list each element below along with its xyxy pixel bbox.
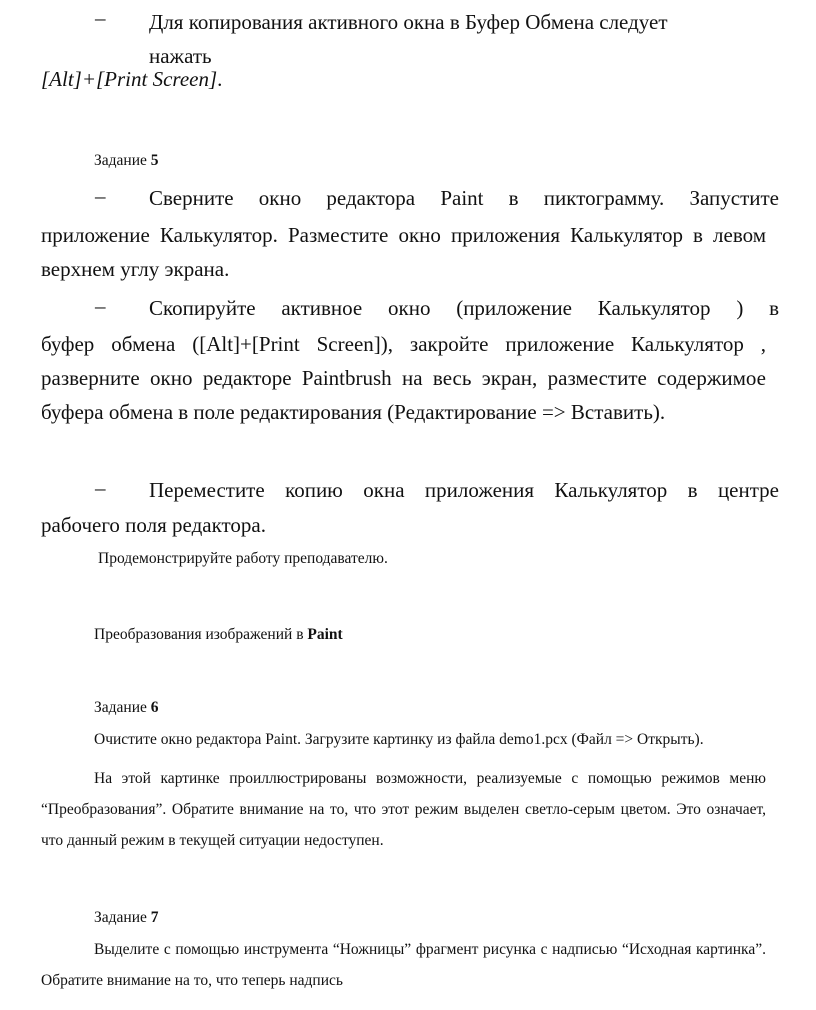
task-5-item-3-line1: Переместите копию окна приложения Калькулятор в центре [149, 478, 779, 502]
key-combination-text: [Alt]+[Print Screen] [41, 67, 218, 91]
list-dash: – [95, 6, 106, 30]
task-7-paragraph: Выделите с помощью инструмента “Ножницы” фрагмент рисунка с надписью “Исходная картинка”. Обратите внимание на то, что теперь надпись [41, 941, 766, 989]
section-title [94, 624, 694, 646]
list-dash: – [95, 476, 106, 500]
section-title-text: Преобразования изображений в [94, 626, 304, 643]
copy-window-instruction [149, 5, 779, 73]
task-6-paragraph: На этой картинке проиллюстрированы возможности, реализуемые с помощью режимов меню “Преобразования”. Обратите внимание на то, что этот режим выделен светло-серым цветом. Это означает, что данный режим в текущей ситуации недоступен. [41, 770, 766, 849]
task-7-heading [94, 907, 694, 929]
task-6-heading [94, 697, 694, 719]
list-dash: – [95, 294, 106, 318]
task-5-item-2-rest: буфер обмена ([Alt]+[Print Screen]), закройте приложение Калькулятор , разверните окно редакторе Paintbrush на весь экран, разместите содержимое буфера обмена в поле редактирования (Редактирование => Вставить). [41, 332, 766, 424]
key-combination [41, 62, 222, 96]
copy-window-line1: Для копирования активного окна в Буфер Обмена следует [149, 10, 668, 34]
section-title-bold: Paint [307, 626, 343, 643]
task-5-label: Задание [94, 152, 147, 169]
key-combination-end: . [217, 67, 223, 91]
task-5-item-1-line1: Сверните окно редактора Paint в пиктограмму. Запустите [149, 186, 779, 210]
task-6-line: Очистите окно редактора Paint. Загрузите картинку из файла demo1.pcx (Файл => Открыть). [94, 731, 704, 748]
task-5-item-3-rest: рабочего поля редактора. [41, 513, 266, 537]
task-6-label: Задание [94, 699, 147, 716]
task-5-item-2-line1: Скопируйте активное окно (приложение Калькулятор ) в [149, 296, 779, 320]
task-5-item-1-rest: приложение Калькулятор. Разместите окно приложения Калькулятор в левом верхнем углу экрана. [41, 223, 766, 281]
copy-window-line2: нажать [149, 44, 212, 68]
task-6-number: 6 [150, 699, 159, 716]
demo-note: Продемонстрируйте работу преподавателю. [98, 550, 388, 567]
task-5-number: 5 [150, 152, 159, 169]
task-7-number: 7 [150, 909, 159, 926]
list-dash: – [95, 184, 106, 208]
task-7-label: Задание [94, 909, 147, 926]
task-5-heading [94, 150, 694, 172]
